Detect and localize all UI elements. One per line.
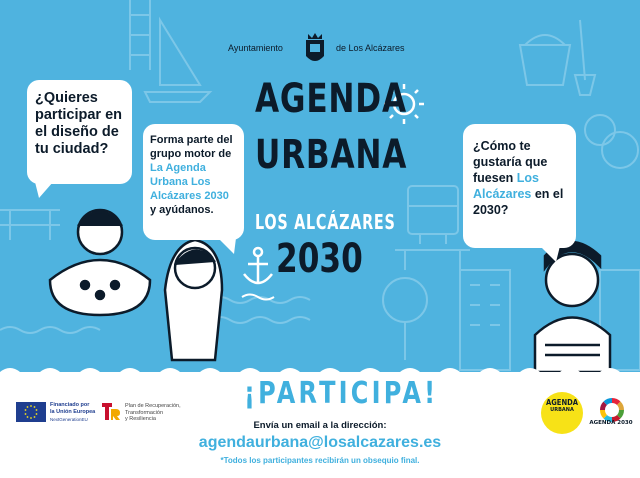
municipality-header [228, 30, 428, 70]
title-year: 2030 [276, 236, 363, 282]
bus-icon [408, 186, 458, 234]
speech-bubble-middle [143, 124, 244, 240]
badge-line2: URBANA [550, 407, 574, 413]
contact-email-link[interactable]: agendaurbana@losalcazares.es [198, 434, 442, 451]
bubble-right-text-1: ¿Cómo te gustaría que fuesen [473, 139, 548, 185]
title-subtitle: LOS ALCÁZARES [255, 210, 396, 234]
swimmer-figure [50, 210, 150, 315]
prtr-text-line1: Plan de Recuperación, [125, 403, 181, 409]
eu-funding-logo [16, 402, 96, 424]
bubble-right-text-2: en el 2030? [473, 187, 564, 217]
tree-icon [383, 278, 427, 322]
municipality-label-right: de Los Alcázares [336, 43, 405, 53]
eu-text-line1: Financiado por [50, 402, 90, 408]
recovery-plan-icon [100, 400, 122, 422]
bucket-icon [520, 35, 570, 85]
title-line-agenda: AGENDA [255, 76, 407, 122]
bubble-left-text: ¿Quieres participar en el diseño de tu ciudad? [35, 90, 123, 157]
participa-headline: ¡PARTICIPA! [244, 376, 439, 411]
recovery-plan-logo [100, 400, 200, 424]
ladder-icon [130, 0, 150, 70]
eu-next-generation: NextGenerationEU [50, 417, 88, 422]
anchor-icon [244, 248, 272, 283]
shovel-icon [575, 20, 595, 95]
main-title [255, 76, 408, 178]
prtr-text-line2: Transformación [125, 409, 164, 416]
bubble-right-highlight: Los Alcázares [473, 171, 539, 201]
bubble-middle-highlight: La Agenda Urbana Los Alcázares 2030 [150, 162, 229, 202]
bubble-right-tail [540, 246, 562, 264]
prtr-text-line3: y Resiliencia [125, 416, 156, 422]
building-icon [460, 270, 510, 370]
sailboat-icon [160, 20, 200, 85]
bench-icon [0, 210, 60, 240]
agenda-urbana-badge [541, 392, 583, 434]
woman-figure [165, 240, 222, 360]
badge-line1: AGENDA [545, 398, 579, 407]
bubble-middle-text-1: Forma parte del grupo motor de [150, 134, 233, 160]
gift-note: *Todos los participantes recibirán un obsequio final. [220, 456, 420, 465]
sdg-label: AGENDA 2030 [589, 420, 633, 426]
municipality-label-left: Ayuntamiento [228, 43, 283, 53]
municipal-crest-icon [300, 30, 330, 70]
eu-flag-icon [16, 402, 46, 422]
speech-bubble-left [27, 80, 132, 184]
bubble-middle-tail [218, 238, 238, 256]
speech-bubble-right [463, 124, 576, 248]
title-line-urbana: URBANA [255, 132, 408, 178]
email-instruction: Envía un email a la dirección: [253, 420, 387, 431]
eu-text-line2: la Unión Europea [50, 409, 96, 415]
bubble-middle-text-2: y ayúdanos. [150, 204, 214, 216]
bubble-left-tail [35, 182, 55, 200]
